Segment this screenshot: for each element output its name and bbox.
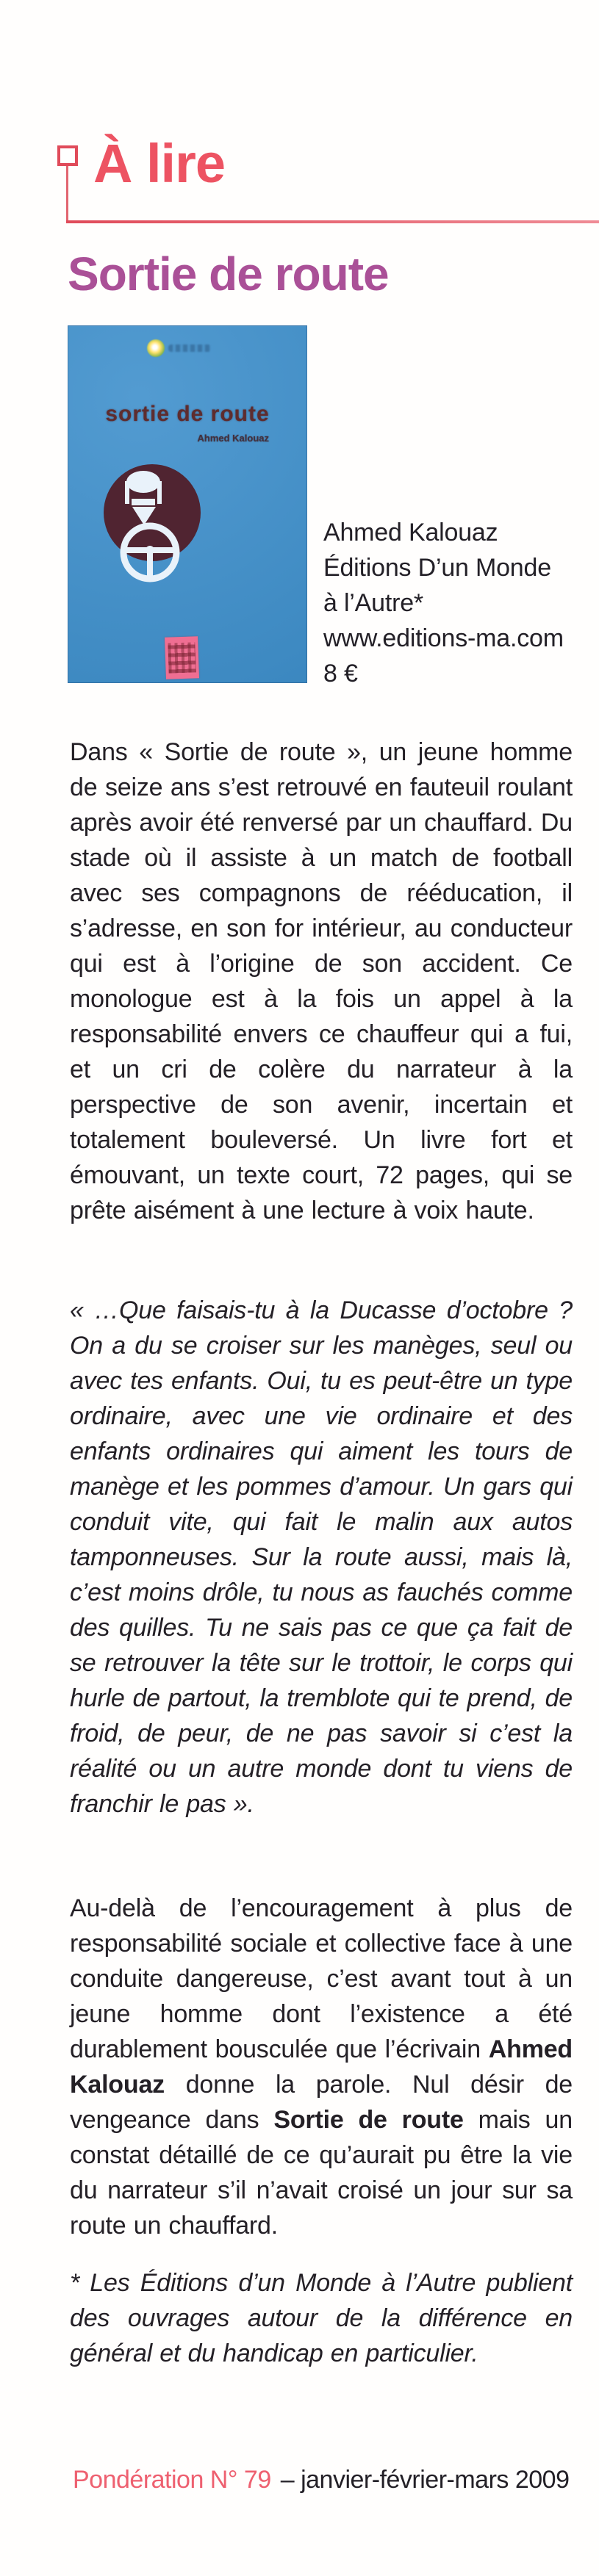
paragraph-quote: « …Que faisais-tu à la Ducasse d’octobre ? On a du se croiser sur les manèges, seul ou avec tes enfants. Oui, tu es peut-être un type ordinaire, avec une vie ordinaire et des enfants ordinaires qui aiment les tours de manège et les pommes d’amour. Un gars qui conduit vite, qui fait le malin aux autos tamponneuses. Sur la route aussi, mais là, c’est moins drôle, tu nous as fauchés comme des quilles. Tu ne sais pas ce que ça fait de se retrouver la tête sur le trottoir, le corps qui hurle de partout, la tremblote qui te prend, de froid, de peur, de ne pas savoir si c’est la réalité ou un autre monde dont tu viens de franchir le pas ». <box>70 1296 573 1818</box>
section-marker-icon <box>57 145 78 166</box>
book-title-bold: Sortie de route <box>273 2106 464 2134</box>
commentary-text-3: mais un constat détaillé de ce qu’aurait pu être la vie du narrateur s’il n’avait croisé un jour sur sa route un chauffard. <box>70 2106 573 2240</box>
cover-title: sortie de route <box>105 402 270 426</box>
section-title: À lire <box>93 133 226 194</box>
page-footer <box>73 2462 570 2497</box>
paragraph-commentary <box>70 1891 573 2243</box>
book-publisher-line1: Éditions D’un Monde <box>323 554 551 582</box>
header-rule-vertical <box>66 166 68 222</box>
book-publisher-line2: à l’Autre* <box>323 589 423 617</box>
commentary-text-2: donne la parole. Nul désir de vengeance dans <box>70 2071 573 2134</box>
journal-name: Pondération N° 79 <box>73 2466 271 2494</box>
book-author: Ahmed Kalouaz <box>323 519 498 546</box>
book-website: www.editions-ma.com <box>323 624 564 652</box>
paragraph-footnote: * Les Éditions d’un Monde à l’Autre publient des ouvrages autour de la différence en général et du handicap en particulier. <box>70 2269 573 2367</box>
book-cover <box>68 325 307 683</box>
price-sticker <box>165 636 199 679</box>
paragraph-intro: Dans « Sortie de route », un jeune homme de seize ans s’est retrouvé en fauteuil roulant après avoir été renversé par un chauffard. Du stade où il assiste à un match de football avec ses compagnons de rééducation, il s’adresse, en son for intérieur, au conducteur qui est à l’origine de son accident. Ce monologue est à la fois un appel à la responsabilité envers ce chauffeur qui a fui, et un cri de colère du narrateur à la perspective de son avenir, incertain et totalement bouleversé. Un livre fort et émouvant, un texte court, 72 pages, qui se prête aisément à une lecture à voix haute. <box>70 738 573 1224</box>
article-title: Sortie de route <box>68 248 389 300</box>
book-price: 8 € <box>323 660 358 688</box>
book-info <box>323 515 564 691</box>
cover-author: Ahmed Kalouaz <box>197 433 269 444</box>
commentary-text-1: Au-delà de l’encouragement à plus de responsabilité sociale et collective face à une conduite dangereuse, c’est avant tout à un jeune homme dont l’existence a été durablement bousculée que l’écrivain <box>70 1894 573 2063</box>
author-name-bold: Ahmed Kalouaz <box>70 2035 573 2099</box>
header-rule-horizontal <box>66 220 599 223</box>
issue-date: – janvier-février-mars 2009 <box>280 2466 570 2494</box>
driver-figure-icon <box>68 325 307 683</box>
sticker-pattern <box>168 642 196 673</box>
